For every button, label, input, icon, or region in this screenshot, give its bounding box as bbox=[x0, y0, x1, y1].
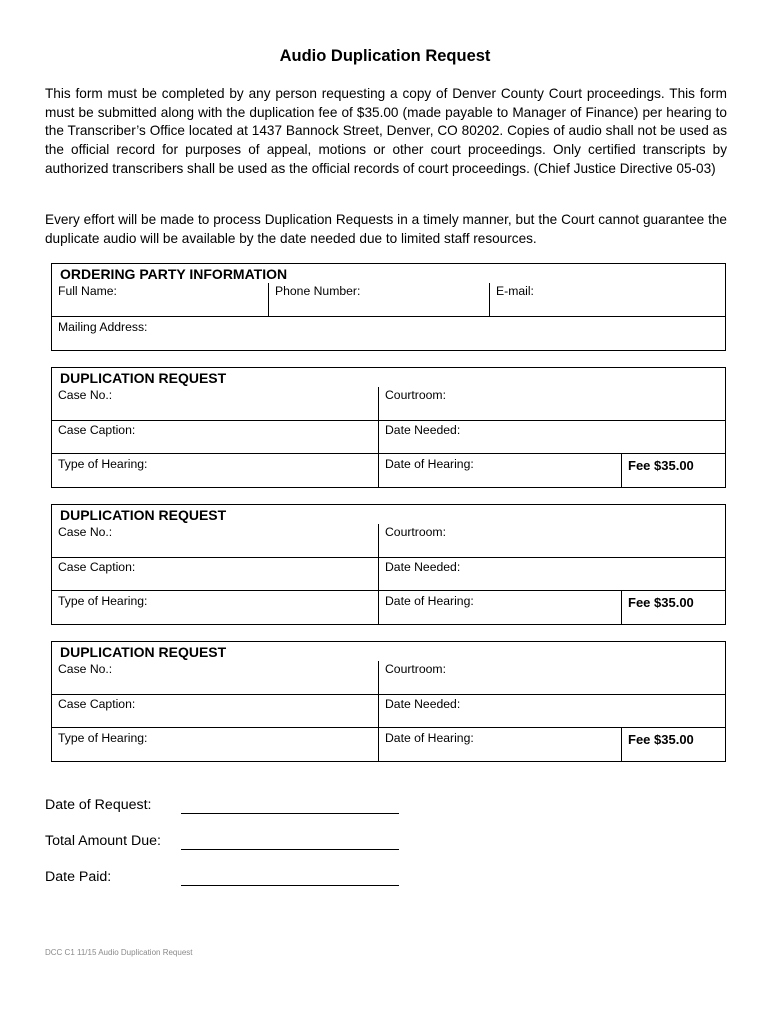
case-caption-field[interactable] bbox=[52, 694, 379, 727]
case-caption-field[interactable] bbox=[52, 557, 379, 590]
date-paid-label: Date Paid: bbox=[45, 869, 112, 885]
hearing-type-field[interactable] bbox=[52, 590, 379, 624]
notice-paragraph: Every effort will be made to process Duplication Requests in a timely manner, but the Court cannot guarantee the duplicate audio will be available by the date needed due to limited staff resources. bbox=[45, 212, 727, 246]
intro-paragraph: This form must be completed by any person requesting a copy of Denver County Court proceedings. This form must be submitted along with the duplication fee of $35.00 (made payable to Manager of Finance) per hearing to the Transcriber’s Office located at 1437 Bannock Street, Denver, CO 80202. Copies of audio shall not be used as the official record for purposes of appeal, motions or other court proceedings. Only certified transcripts by authorized transcribers shall be used as the official records of court proceedings. (Chief Justice Directive 05-03) bbox=[45, 86, 727, 176]
hearing-date-label: Date of Hearing: bbox=[385, 593, 474, 608]
form-title: Audio Duplication Request bbox=[279, 47, 491, 65]
hearing-type-field[interactable] bbox=[52, 453, 379, 487]
case-caption-field[interactable] bbox=[52, 420, 379, 453]
phone-number-label: Phone Number: bbox=[275, 284, 361, 298]
courtroom-field[interactable] bbox=[379, 524, 726, 557]
fee-label: Fee $35.00 bbox=[622, 453, 726, 487]
hearing-date-field[interactable] bbox=[379, 727, 622, 761]
case-number-field[interactable] bbox=[52, 524, 379, 557]
full-name-field[interactable] bbox=[52, 283, 269, 316]
courtroom-field[interactable] bbox=[379, 387, 726, 420]
total-amount-due-label: Total Amount Due: bbox=[45, 833, 161, 849]
ordering-party-section bbox=[51, 263, 726, 351]
full-name-label: Full Name: bbox=[58, 284, 117, 298]
mailing-address-field[interactable] bbox=[52, 316, 726, 350]
date-of-request-line[interactable] bbox=[181, 812, 399, 814]
email-field[interactable] bbox=[490, 283, 726, 316]
date-needed-field[interactable] bbox=[379, 694, 726, 727]
hearing-date-label: Date of Hearing: bbox=[385, 456, 474, 471]
duplication-request-3 bbox=[51, 641, 726, 762]
hearing-date-field[interactable] bbox=[379, 453, 622, 487]
courtroom-label: Courtroom: bbox=[385, 662, 446, 676]
courtroom-label: Courtroom: bbox=[385, 388, 446, 402]
date-needed-label: Date Needed: bbox=[385, 559, 461, 574]
hearing-date-field[interactable] bbox=[379, 590, 622, 624]
phone-number-field[interactable] bbox=[269, 283, 490, 316]
case-number-field[interactable] bbox=[52, 661, 379, 694]
courtroom-field[interactable] bbox=[379, 661, 726, 694]
hearing-type-field[interactable] bbox=[52, 727, 379, 761]
date-paid-line[interactable] bbox=[181, 884, 399, 886]
mailing-address-label: Mailing Address: bbox=[58, 319, 148, 334]
date-needed-label: Date Needed: bbox=[385, 422, 461, 437]
fee-label: Fee $35.00 bbox=[622, 590, 726, 624]
duplication-request-header: DUPLICATION REQUEST bbox=[52, 505, 726, 525]
total-amount-due-line[interactable] bbox=[181, 848, 399, 850]
date-needed-label: Date Needed: bbox=[385, 696, 461, 711]
case-number-field[interactable] bbox=[52, 387, 379, 420]
fee-label: Fee $35.00 bbox=[622, 727, 726, 761]
duplication-request-2 bbox=[51, 504, 726, 625]
duplication-request-header: DUPLICATION REQUEST bbox=[52, 642, 726, 662]
duplication-request-header: DUPLICATION REQUEST bbox=[52, 368, 726, 388]
courtroom-label: Courtroom: bbox=[385, 525, 446, 539]
date-needed-field[interactable] bbox=[379, 420, 726, 453]
email-label: E-mail: bbox=[496, 284, 534, 298]
ordering-party-header: ORDERING PARTY INFORMATION bbox=[52, 264, 726, 284]
case-number-label: Case No.: bbox=[58, 662, 113, 676]
hearing-type-label: Type of Hearing: bbox=[58, 456, 148, 471]
hearing-date-label: Date of Hearing: bbox=[385, 730, 474, 745]
footer-form-id: DCC C1 11/15 Audio Duplication Request bbox=[45, 948, 193, 957]
case-caption-label: Case Caption: bbox=[58, 696, 136, 711]
case-number-label: Case No.: bbox=[58, 388, 113, 402]
hearing-type-label: Type of Hearing: bbox=[58, 730, 148, 745]
duplication-request-1 bbox=[51, 367, 726, 488]
case-caption-label: Case Caption: bbox=[58, 559, 136, 574]
date-of-request-label: Date of Request: bbox=[45, 797, 152, 813]
date-needed-field[interactable] bbox=[379, 557, 726, 590]
case-number-label: Case No.: bbox=[58, 525, 113, 539]
case-caption-label: Case Caption: bbox=[58, 422, 136, 437]
hearing-type-label: Type of Hearing: bbox=[58, 593, 148, 608]
